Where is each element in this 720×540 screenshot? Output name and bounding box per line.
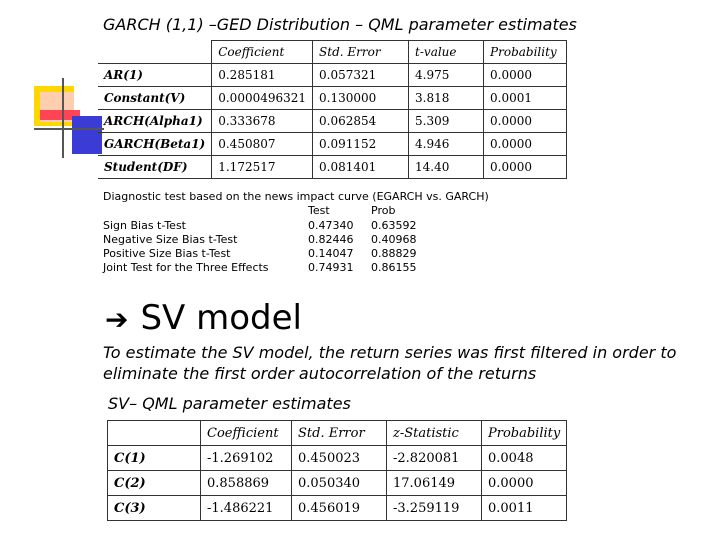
table-cell: 0.0000496321 [212, 87, 313, 110]
table-cell: 0.0000 [484, 156, 567, 179]
header-cell: Coefficient [212, 41, 313, 64]
sv-model-title: SV model [140, 298, 302, 338]
diagnostic-test-value: 0.47340 [308, 218, 354, 232]
table-cell: 0.0011 [482, 496, 567, 521]
row-label: Student(DF) [98, 156, 212, 179]
header-cell: Std. Error [313, 41, 409, 64]
diagnostic-prob-value: 0.86155 [371, 261, 417, 275]
sv-model-heading [105, 298, 302, 338]
arrow-bullet-icon: ➔ [105, 303, 129, 336]
table-cell: 0.858869 [201, 471, 292, 496]
table-row [98, 64, 567, 87]
table-cell: 0.130000 [313, 87, 409, 110]
table-header-row [98, 41, 567, 64]
table-row [108, 446, 567, 471]
garch-estimates-table [98, 40, 567, 179]
row-label: C(3) [108, 496, 201, 521]
diagnostic-prob-value: 0.63592 [371, 218, 417, 232]
sv-description: To estimate the SV model, the return series was first filtered in order to eliminate the first order autocorrelation of the returns [103, 343, 677, 383]
table-cell: 4.946 [409, 133, 484, 156]
diagnostic-test-value: 0.74931 [308, 261, 354, 275]
table-cell: 0.450807 [212, 133, 313, 156]
decor-horizontal-line [34, 128, 104, 130]
diagnostic-test-value: 0.82446 [308, 232, 354, 246]
table-cell: 0.0001 [484, 87, 567, 110]
header-cell: Std. Error [292, 421, 387, 446]
table-cell: 17.06149 [387, 471, 482, 496]
row-label: GARCH(Beta1) [98, 133, 212, 156]
table-cell: 5.309 [409, 110, 484, 133]
table-row [108, 496, 567, 521]
table-cell: 0.062854 [313, 110, 409, 133]
header-cell: Coefficient [201, 421, 292, 446]
diagnostic-prob-value: 0.40968 [371, 232, 417, 246]
table-cell: 0.333678 [212, 110, 313, 133]
diagnostic-heading: Diagnostic test based on the news impact curve (EGARCH vs. GARCH) [103, 190, 489, 203]
header-cell: z-Statistic [387, 421, 482, 446]
row-label: C(1) [108, 446, 201, 471]
table-cell: -1.486221 [201, 496, 292, 521]
table-cell: 0.091152 [313, 133, 409, 156]
row-label: AR(1) [98, 64, 212, 87]
table-cell: -3.259119 [387, 496, 482, 521]
table-cell: 0.0000 [484, 133, 567, 156]
diagnostic-label: Positive Size Bias t-Test [103, 247, 231, 261]
table-cell: 3.818 [409, 87, 484, 110]
diagnostic-col-test: Test [308, 204, 330, 218]
table-cell: 0.050340 [292, 471, 387, 496]
table-cell: 1.172517 [212, 156, 313, 179]
sv-table-title: SV– QML parameter estimates [108, 394, 351, 413]
table-row [98, 156, 567, 179]
table-row [98, 87, 567, 110]
row-label: ARCH(Alpha1) [98, 110, 212, 133]
diagnostic-col-prob: Prob [371, 204, 396, 218]
sv-estimates-table [107, 420, 567, 521]
diagnostic-label: Sign Bias t-Test [103, 218, 186, 232]
table-cell: 0.456019 [292, 496, 387, 521]
table-cell: 0.0000 [484, 64, 567, 87]
table-cell: 0.081401 [313, 156, 409, 179]
table-cell: 0.0048 [482, 446, 567, 471]
table-cell: -1.269102 [201, 446, 292, 471]
header-cell [98, 41, 212, 64]
table-cell: 0.450023 [292, 446, 387, 471]
header-cell: Probability [484, 41, 567, 64]
table-row [108, 471, 567, 496]
diagnostic-label: Joint Test for the Three Effects [103, 261, 269, 275]
table-header-row [108, 421, 567, 446]
table-row [98, 110, 567, 133]
table-cell: 0.0000 [484, 110, 567, 133]
table-cell: 14.40 [409, 156, 484, 179]
table-row [98, 133, 567, 156]
table-cell: 0.285181 [212, 64, 313, 87]
table-cell: -2.820081 [387, 446, 482, 471]
diagnostic-label: Negative Size Bias t-Test [103, 232, 238, 246]
diagnostic-test-value: 0.14047 [308, 247, 354, 261]
table-cell: 0.0000 [482, 471, 567, 496]
row-label: Constant(V) [98, 87, 212, 110]
header-cell: Probability [482, 421, 567, 446]
garch-title: GARCH (1,1) –GED Distribution – QML parameter estimates [103, 15, 577, 34]
header-cell [108, 421, 201, 446]
table-cell: 4.975 [409, 64, 484, 87]
diagnostic-prob-value: 0.88829 [371, 247, 417, 261]
row-label: C(2) [108, 471, 201, 496]
decor-vertical-line [62, 78, 64, 158]
header-cell: t-value [409, 41, 484, 64]
table-cell: 0.057321 [313, 64, 409, 87]
